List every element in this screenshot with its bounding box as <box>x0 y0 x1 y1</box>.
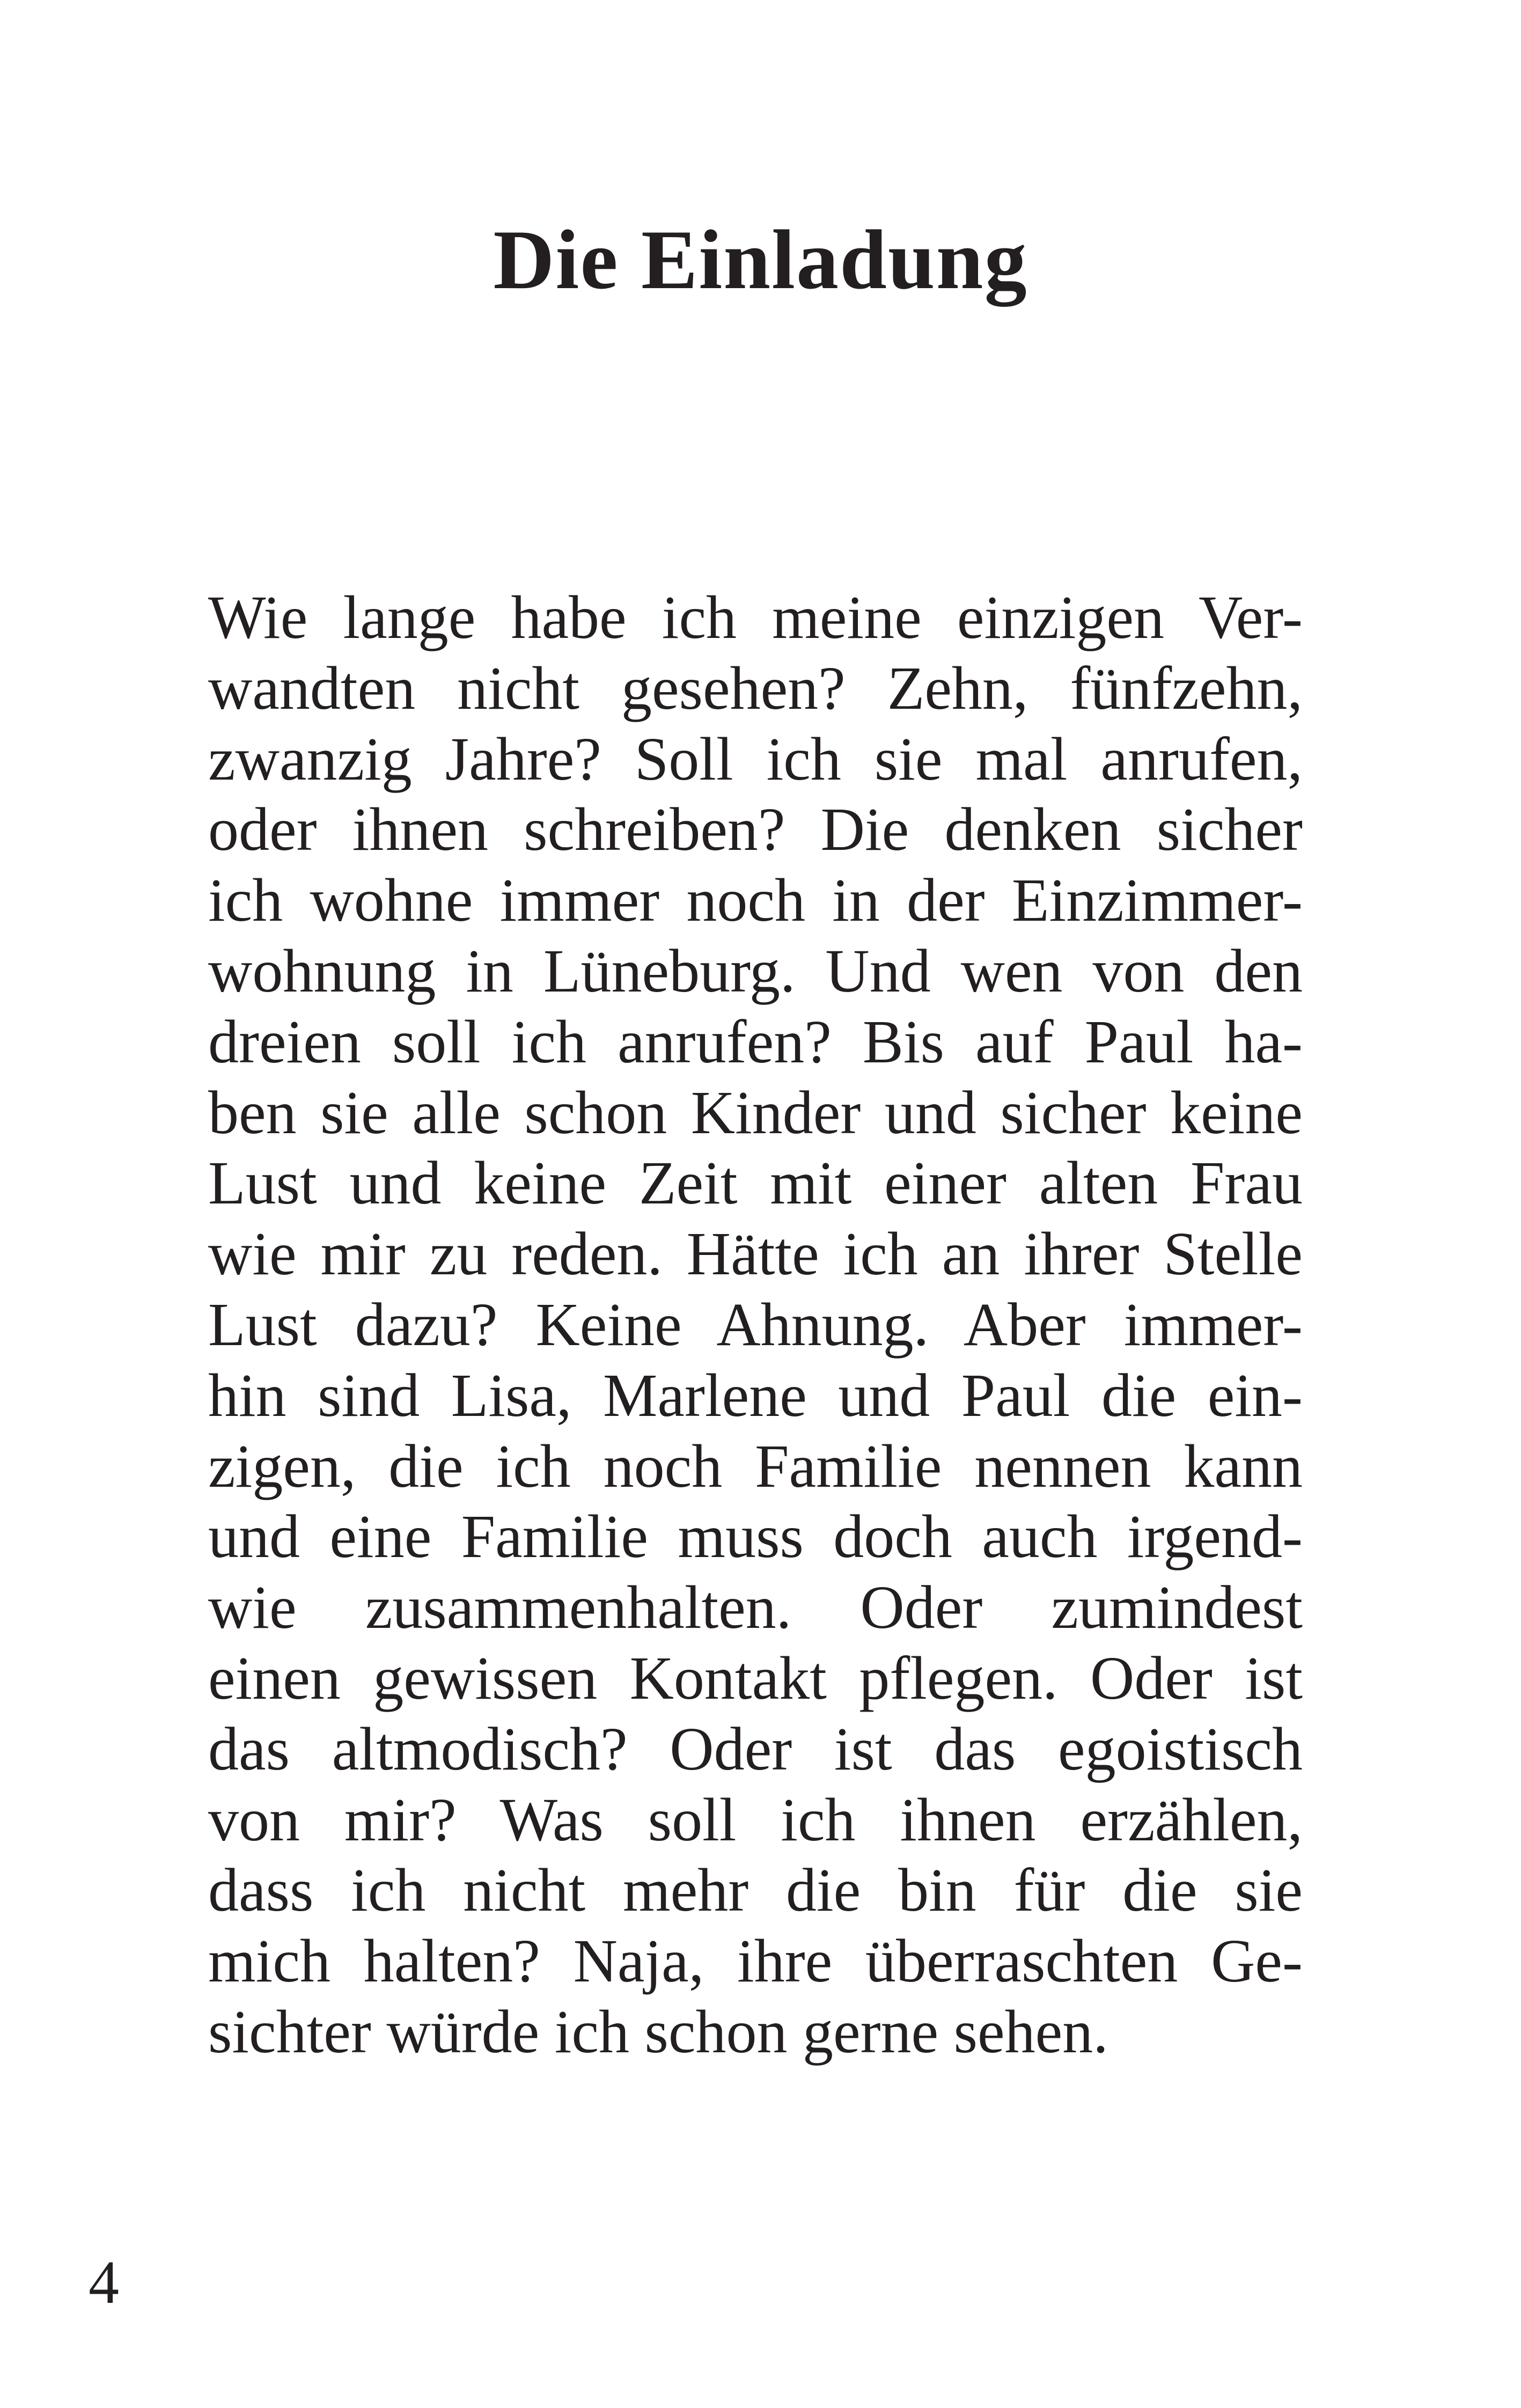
text-line: von mir? Was soll ich ihnen erzählen, <box>208 1785 1303 1854</box>
text-line: dreien soll ich anrufen? Bis auf Paul ha- <box>208 1007 1303 1076</box>
text-line: wie mir zu reden. Hätte ich an ihrer Stelle <box>208 1220 1303 1288</box>
text-line: zigen, die ich noch Familie nennen kann <box>208 1431 1303 1500</box>
text-line: Lust und keine Zeit mit einer alten Frau <box>208 1149 1303 1217</box>
text-line: sichter würde ich schon gerne sehen. <box>208 1997 1108 2066</box>
text-line: wandten nicht gesehen? Zehn, fünfzehn, <box>208 654 1303 722</box>
text-line: hin sind Lisa, Marlene und Paul die ein- <box>208 1361 1303 1429</box>
text-line: wie zusammenhalten. Oder zumindest <box>208 1573 1303 1642</box>
text-line: oder ihnen schreiben? Die denken sicher <box>208 795 1303 864</box>
text-line: Lust dazu? Keine Ahnung. Aber immer- <box>208 1290 1303 1359</box>
text-line: zwanzig Jahre? Soll ich sie mal anrufen, <box>208 724 1303 793</box>
text-line: Wie lange habe ich meine einzigen Ver- <box>208 583 1303 651</box>
text-line: das altmodisch? Oder ist das egoistisch <box>208 1714 1303 1783</box>
text-line: mich halten? Naja, ihre überraschten Ge- <box>208 1927 1303 1995</box>
page-number: 4 <box>89 2248 119 2316</box>
text-line: dass ich nicht mehr die bin für die sie <box>208 1856 1303 1925</box>
text-line: ich wohne immer noch in der Einzimmer- <box>208 866 1303 935</box>
body-paragraph <box>208 582 1303 2067</box>
text-line: einen gewissen Kontakt pflegen. Oder ist <box>208 1643 1303 1712</box>
text-line: wohnung in Lüneburg. Und wen von den <box>208 936 1303 1005</box>
text-line: und eine Familie muss doch auch irgend- <box>208 1502 1303 1571</box>
chapter-title: Die Einladung <box>493 213 1028 307</box>
text-line: ben sie alle schon Kinder und sicher keine <box>208 1078 1303 1147</box>
